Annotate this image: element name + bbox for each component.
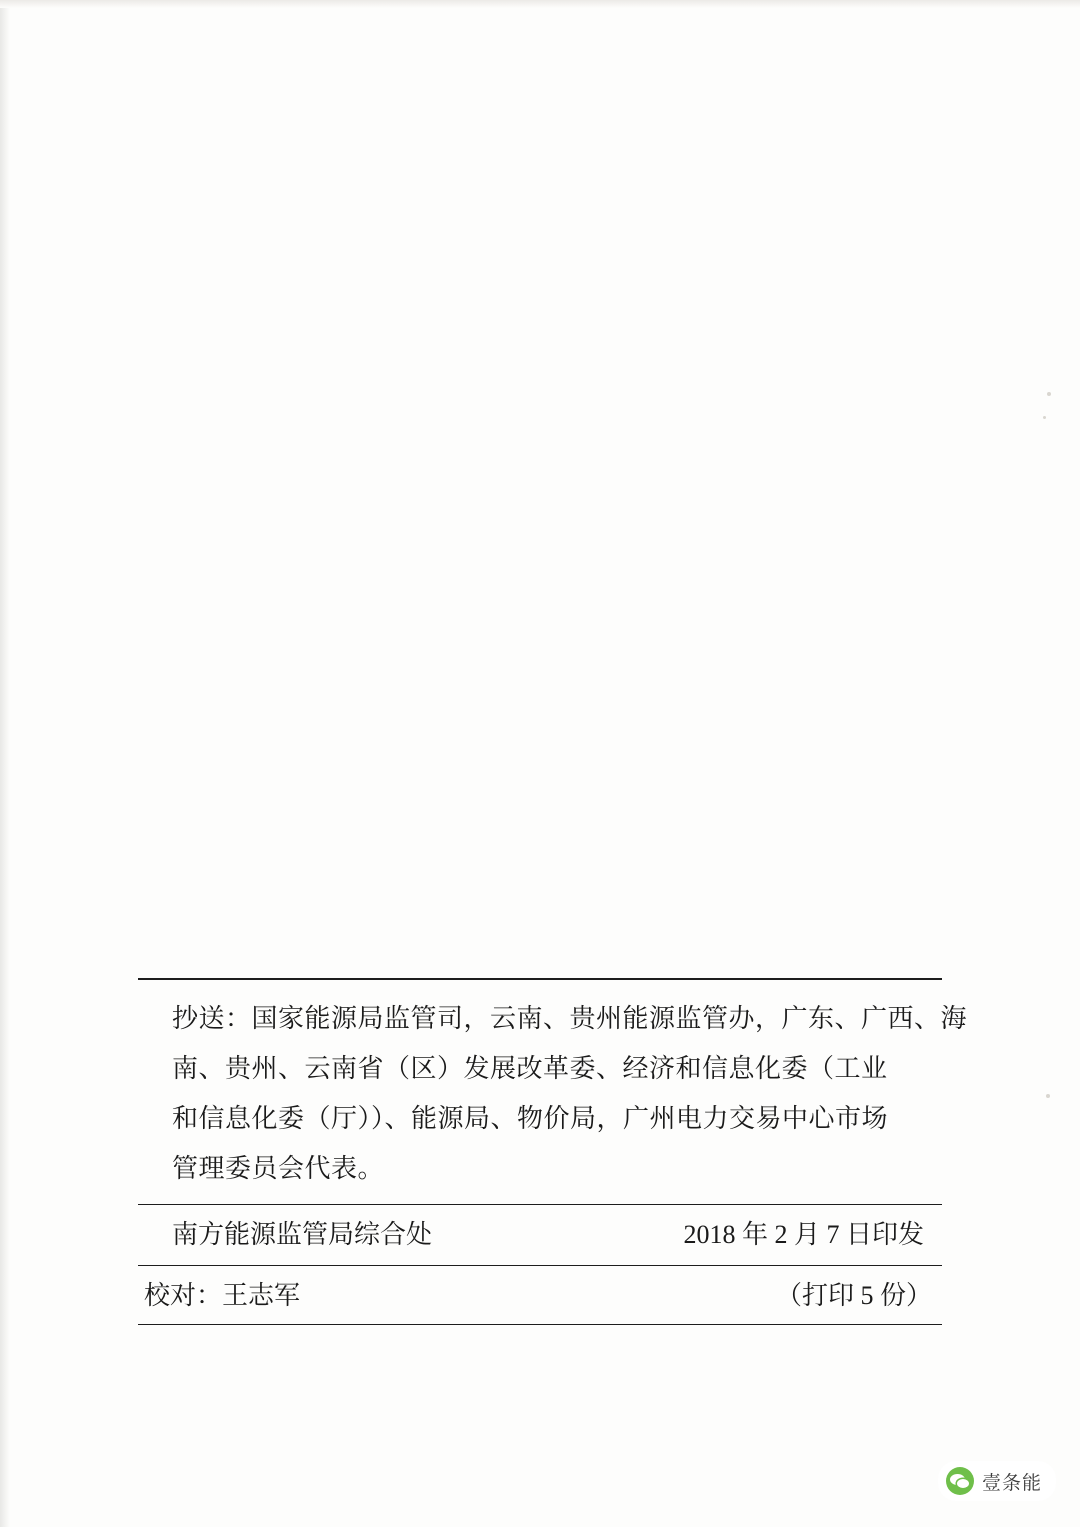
wechat-account-name: 壹条能: [981, 1472, 1042, 1494]
print-copies: （打印 5 份）: [775, 1281, 932, 1310]
proofreader: 校对：王志军: [144, 1281, 301, 1310]
scan-speck: [1047, 392, 1051, 396]
scan-speck: [1046, 1094, 1050, 1098]
wechat-icon: [946, 1467, 974, 1495]
copy-to-section: [138, 980, 968, 1204]
copy-to-line: 南、贵州、云南省（区）发展改革委、经济和信息化委（工业: [172, 1054, 888, 1083]
scan-speck: [1043, 416, 1046, 419]
copy-to-line: 和信息化委（厅））、能源局、物价局，广州电力交易中心市场: [172, 1104, 889, 1133]
issue-row: [138, 1205, 942, 1265]
issuing-department: 南方能源监管局综合处: [172, 1220, 433, 1249]
issue-date: 2018 年 2 月 7 日印发: [683, 1220, 924, 1249]
proof-row: [138, 1266, 942, 1324]
document-footer-block: [138, 978, 968, 1325]
scan-edge-left: [0, 0, 10, 1527]
copy-to-line: 抄送：国家能源局监管司，云南、贵州能源监管办，广东、广西、海: [172, 1004, 968, 1033]
scan-edge-top: [0, 0, 1080, 8]
footer-bottom-rule: [138, 1324, 942, 1325]
copy-to-line: 管理委员会代表。: [172, 1154, 385, 1183]
wechat-watermark: [938, 1461, 1056, 1501]
